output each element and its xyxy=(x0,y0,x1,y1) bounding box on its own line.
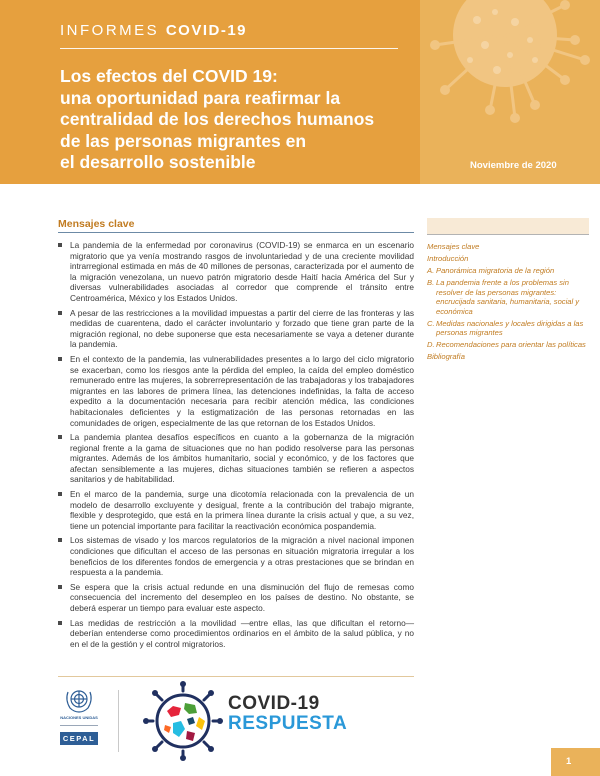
series-name: COVID-19 xyxy=(165,22,248,39)
series-divider xyxy=(60,48,398,49)
un-emblem-icon xyxy=(64,686,94,714)
toc-item-text: Panorámica migratoria de la región xyxy=(436,266,555,275)
un-caption: NACIONES UNIDAS xyxy=(60,715,98,720)
toc-item-letter: D. xyxy=(427,340,435,349)
bullet-icon xyxy=(58,538,62,542)
toc-list xyxy=(427,242,589,362)
bullet-text: En el contexto de la pandemia, las vulnerabilidades presentes a lo largo del ciclo migratorio se exacerban, como los riesgos ante la pérdida del empleo, la caída del empleo doméstico remunerado entre las mujeres, la sobrerrepresentación de las trabajadoras y los trabajadores migrantes en las labores de primera línea, las detenciones indefinidas, la falta de acceso expedito a la documentación necesaria para recibir atención médica, las condiciones habitacionales deficientes y la estigmatización de las personas retornadas en las comunidades de origen, especialmente de las que retornan de los Estados Unidos. xyxy=(70,353,414,428)
toc-item-a[interactable] xyxy=(427,266,589,276)
list-item xyxy=(58,489,414,531)
list-item xyxy=(58,432,414,485)
bullet-text: La pandemia de la enfermedad por coronavirus (COVID-19) se enmarca en un escenario migratorio que ya venía mostrando rasgos de involuntariedad y de una creciente movilidad intrarregional estimada en más de 40 millones de personas, caracterizada por el aumento de la migración venezolana, un nuevo patrón migratorio desde Haití hacia América del Sur y diversas vulnerabilidades asociadas al corredor que comprende el tránsito entre Centroamérica, México y los Estados Unidos. xyxy=(70,240,414,303)
bullet-icon xyxy=(58,492,62,496)
toc-item-text: La pandemia frente a los problemas sin resolver de las personas migrantes: encrucijada sanitaria, humanitaria, social y económica xyxy=(436,278,580,316)
logo-divider xyxy=(60,725,98,726)
table-of-contents xyxy=(427,218,589,364)
toc-item-c[interactable] xyxy=(427,319,589,338)
toc-item-text: Recomendaciones para orientar las políticas xyxy=(436,340,586,349)
bullet-icon xyxy=(58,357,62,361)
list-item xyxy=(58,618,414,650)
bullet-text: Las medidas de restricción a la movilidad —entre ellas, las que dificultan el retorno— deberían entenderse como procedimientos ordinarios en el ámbito de la salud pública, y no en el de la gestión y el control migratorios. xyxy=(70,617,414,649)
page-number-tab xyxy=(551,748,600,776)
toc-item-b[interactable] xyxy=(427,278,589,316)
toc-item-text: Bibliografía xyxy=(427,352,465,361)
covid-response-globe-icon xyxy=(143,681,223,761)
toc-header-box xyxy=(427,218,589,235)
toc-item-letter: A. xyxy=(427,266,435,275)
un-logo xyxy=(60,686,98,745)
bullet-icon xyxy=(58,621,62,625)
covid-response-wordmark xyxy=(228,694,347,734)
page-number: 1 xyxy=(566,756,572,767)
bullet-icon xyxy=(58,243,62,247)
coronavirus-icon xyxy=(415,0,600,150)
bullet-text: Los sistemas de visado y los marcos regulatorios de la migración a nivel nacional imponen condiciones que dificultan el acceso de las personas en situación migratoria irregular a los beneficios de los diferentes fondos de emergencia y a otras prestaciones que se brindan en respuesta a la pandemia. xyxy=(70,535,414,578)
report-header xyxy=(0,0,600,184)
list-item xyxy=(58,354,414,428)
title-line: centralidad de los derechos humanos xyxy=(60,109,375,129)
title-line: una oportunidad para reafirmar la xyxy=(60,87,341,108)
key-messages-section xyxy=(58,218,414,653)
report-title xyxy=(60,66,410,174)
toc-item-letter: C. xyxy=(427,318,435,328)
title-line: el desarrollo sostenible xyxy=(60,152,256,172)
list-item xyxy=(58,582,414,614)
bullet-icon xyxy=(58,435,62,439)
covid-wordmark-line2: RESPUESTA xyxy=(228,713,348,734)
footer-separator xyxy=(118,690,119,752)
series-prefix: INFORMES xyxy=(60,22,160,39)
toc-item-text: Introducción xyxy=(427,254,469,263)
cepal-logo: CEPAL xyxy=(60,732,98,745)
title-line: Los efectos del COVID 19: xyxy=(60,66,278,86)
section-heading: Mensajes clave xyxy=(58,218,414,233)
list-item xyxy=(58,308,414,350)
list-item xyxy=(58,535,414,577)
bullet-text: La pandemia plantea desafíos específicos en cuanto a la gobernanza de la migración regional frente a la gama de situaciones que no han podido resolverse para las personas migrantes. Además de los ámbitos humanitario, social y económico, y de los factores que afectan sensiblemente a las mujeres, dichas situaciones también se refieren a aspectos sanitarios y de habitabilidad. xyxy=(70,432,414,485)
publication-date: Noviembre de 2020 xyxy=(470,160,557,171)
toc-item-bibliografia[interactable] xyxy=(427,352,589,362)
bullet-icon xyxy=(58,585,62,589)
toc-item-mensajes-clave[interactable] xyxy=(427,242,589,252)
covid-wordmark-line1: COVID-19 xyxy=(228,693,320,714)
toc-item-d[interactable] xyxy=(427,340,589,350)
series-label xyxy=(60,22,247,39)
toc-item-introduccion[interactable] xyxy=(427,254,589,264)
toc-item-text: Mensajes clave xyxy=(427,242,480,251)
key-messages-list xyxy=(58,240,414,649)
bullet-text: A pesar de las restricciones a la movilidad impuestas a partir del cierre de las fronteras y las medidas de cuarentena, dado el carácter involuntario y forzado que tiene gran parte de la migración regional, no debe suponerse que esta necesariamente se vaya a detener durante la pandemia. xyxy=(70,307,414,350)
bullet-text: Se espera que la crisis actual redunde en una disminución del flujo de remesas como consecuencia del incremento del desempleo en los países de destino. No obstante, se deberá esperar un tiempo para evaluar este aspecto. xyxy=(70,581,414,613)
bullet-text: En el marco de la pandemia, surge una dicotomía relacionada con la prevalencia de un modelo de desarrollo excluyente y desigual, frente a la contribución del trabajo migrante, flexible y desprotegido, que está en la primera línea durante la crisis actual y que, a su vez, tiene un potencial importante para facilitar la reactivación económica pospandemia. xyxy=(70,489,414,531)
bullet-icon xyxy=(58,311,62,315)
toc-item-text: Medidas nacionales y locales dirigidas a las personas migrantes xyxy=(436,318,584,337)
title-line: de las personas migrantes en xyxy=(60,130,307,151)
list-item xyxy=(58,240,414,304)
footer-divider xyxy=(58,676,414,677)
toc-item-letter: B. xyxy=(427,278,435,287)
